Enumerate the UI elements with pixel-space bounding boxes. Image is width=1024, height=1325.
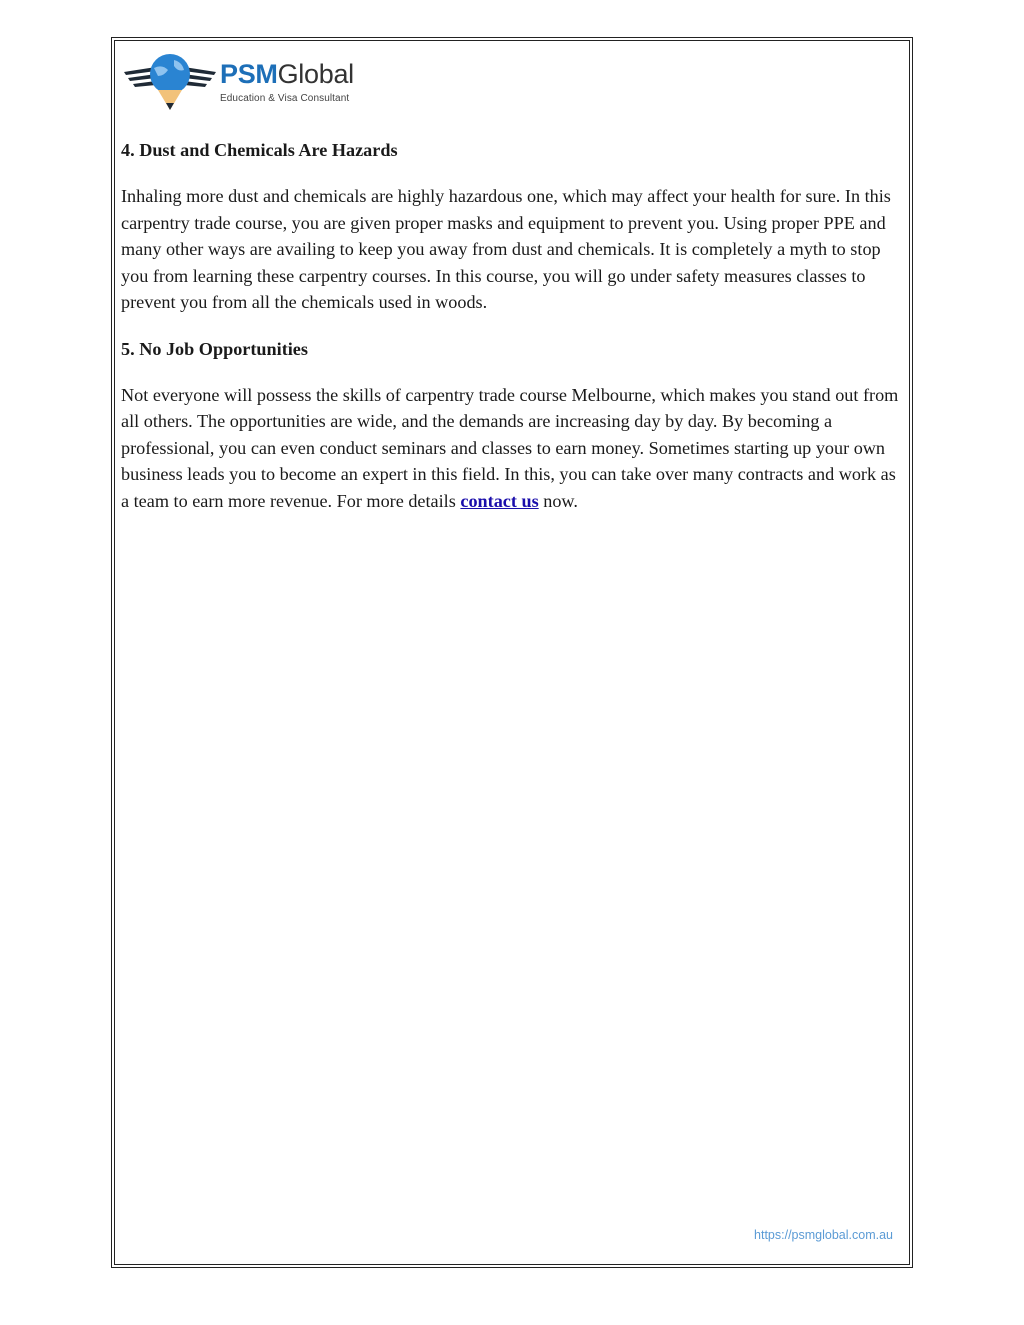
section-heading: 5. No Job Opportunities xyxy=(121,338,308,359)
document-body xyxy=(121,137,906,534)
section-heading: 4. Dust and Chemicals Are Hazards xyxy=(121,140,398,160)
section-paragraph: Inhaling more dust and chemicals are highly hazardous one, which may affect your health for sure. In this carpentry trade course, you are given proper masks and equipment to prevent you. Using proper PPE and many other ways are availing to keep you away from dust and chemicals. It is completely a myth to stop you from learning these carpentry courses. In this course, you will go under safety measures classes to prevent you from all the chemicals used in woods. xyxy=(121,186,891,312)
brand-primary: PSM xyxy=(220,59,278,89)
paragraph-text: now. xyxy=(538,490,578,511)
section-paragraph xyxy=(121,382,906,515)
logo-text xyxy=(220,61,354,104)
brand-tagline: Education & Visa Consultant xyxy=(220,93,350,104)
footer-url-link[interactable]: https://psmglobal.com.au xyxy=(754,1228,893,1242)
paragraph-text: Not everyone will possess the skills of carpentry trade course Melbourne, which makes you stand out from all others. The opportunities are wide, and the demands are increasing day by day. By becoming a professional, you can even conduct seminars and classes to earn money. Sometimes starting up your own business leads you to become an expert in this field. In this, you can take over many contracts and work as a team to earn more revenue. For more details xyxy=(121,384,899,511)
brand-name xyxy=(220,61,354,88)
contact-us-link[interactable]: contact us xyxy=(460,490,539,511)
brand-secondary: Global xyxy=(277,59,354,89)
